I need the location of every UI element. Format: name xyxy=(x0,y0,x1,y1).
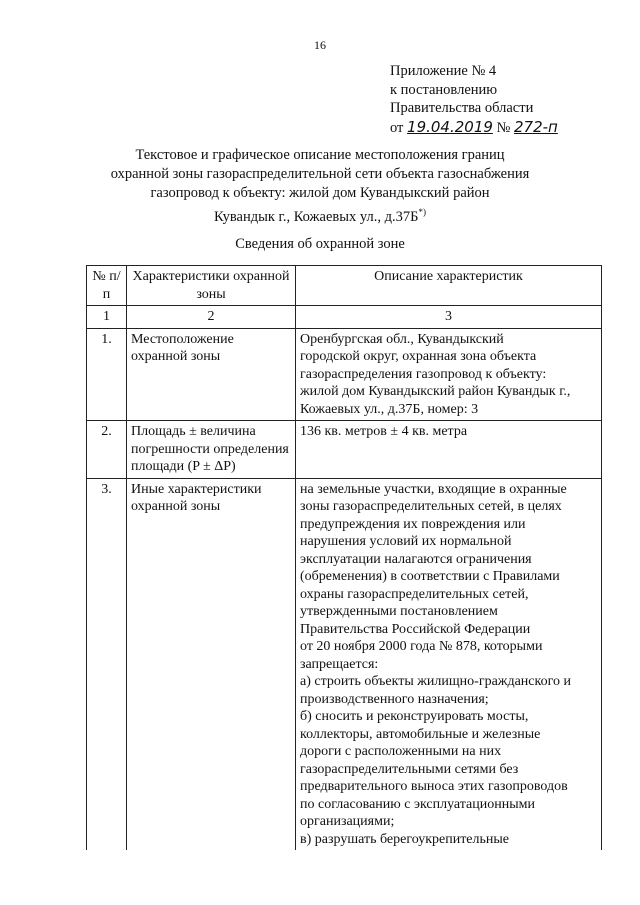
description-line: Оренбургская обл., Кувандыкский xyxy=(300,331,504,347)
description-line: запрещается: xyxy=(300,656,379,672)
description-line: предварительного выноса этих газопроводов xyxy=(300,779,568,794)
row-number: 1. xyxy=(87,328,127,421)
description-line: Кожаевых ул., д.37Б, номер: 3 xyxy=(300,401,479,417)
annex-line-3: Правительства области xyxy=(390,100,534,116)
column-number-row xyxy=(87,306,602,329)
header-description: Описание характеристик xyxy=(296,266,602,306)
row-characteristic: Местоположение охранной зоны xyxy=(127,328,296,421)
header-characteristics: Характеристики охранной зоны xyxy=(127,266,296,306)
description-line: на земельные участки, входящие в охранные xyxy=(300,481,567,497)
description-line: от 20 ноября 2000 года № 878, которыми xyxy=(300,639,543,654)
table-header-row xyxy=(87,266,602,306)
title-line-1: Текстовое и графическое описание местоположения границ xyxy=(135,147,505,163)
col-number-2: 2 xyxy=(127,306,296,329)
description-line: жилой дом Кувандыкский район Кувандык г., xyxy=(300,384,571,399)
description-line: предупреждения их повреждения или xyxy=(300,516,526,532)
annex-date-line xyxy=(390,118,558,138)
title-line-4 xyxy=(60,203,580,227)
description-line: (обременения) в соответствии с Правилами xyxy=(300,569,560,584)
zone-info-table xyxy=(86,265,602,850)
annex-line-2: к постановлению xyxy=(390,81,498,98)
title-line-2: охранной зоны газораспределительной сети объекта газоснабжения xyxy=(110,166,530,182)
description-line: производственного назначения; xyxy=(300,691,489,707)
col-number-1: 1 xyxy=(87,306,127,329)
row-number: 3. xyxy=(87,478,127,850)
description-line: по согласованию с эксплуатационными xyxy=(300,796,535,812)
description-line: коллекторы, автомобильные и железные xyxy=(300,726,541,742)
description-line: городской округ, охранная зона объекта xyxy=(300,349,537,364)
row-characteristic: Площадь ± величина погрешности определения площади (P ± ΔP) xyxy=(127,421,296,479)
description-line: нарушения условий их нормальной xyxy=(300,534,512,549)
row-number: 2. xyxy=(87,421,127,479)
description-line: газораспределения газопровод к объекту: xyxy=(300,366,547,382)
date-prefix: от xyxy=(390,119,404,136)
footnote-mark: *) xyxy=(418,207,426,217)
handwritten-number: 272-п xyxy=(514,117,558,136)
row-description xyxy=(296,421,602,479)
header-number: № п/п xyxy=(87,266,127,306)
title-line-3: газопровод к объекту: жилой дом Кувандыкский район xyxy=(150,185,490,201)
description-line: 136 кв. метров ± 4 кв. метра xyxy=(300,424,468,439)
table-row xyxy=(87,478,602,850)
row-characteristic: Иные характеристики охранной зоны xyxy=(127,478,296,850)
table-row xyxy=(87,421,602,479)
table-row xyxy=(87,328,602,421)
row-description xyxy=(296,328,602,421)
col-number-3: 3 xyxy=(296,306,602,329)
annex-header xyxy=(390,62,558,137)
section-subtitle: Сведения об охранной зоне xyxy=(235,236,405,252)
title-line-4-text: Кувандык г., Кожаевых ул., д.37Б xyxy=(214,208,419,225)
description-line: зоны газораспределительных сетей, в целях xyxy=(300,499,562,514)
description-line: Правительства Российской Федерации xyxy=(300,621,531,637)
description-line: б) сносить и реконструировать мосты, xyxy=(300,709,529,724)
description-line: эксплуатации налагаются ограничения xyxy=(300,551,532,567)
description-line: в) разрушать берегоукрепительные xyxy=(300,831,510,847)
description-line: а) строить объекты жилищно-гражданского и xyxy=(300,674,571,689)
document-title xyxy=(60,146,580,227)
description-line: газораспределительными сетями без xyxy=(300,761,519,777)
description-line: охраны газораспределительных сетей, xyxy=(300,586,529,602)
handwritten-date: 19.04.2019 xyxy=(407,117,493,136)
annex-line-1: Приложение № 4 xyxy=(390,63,497,79)
page-number: 16 xyxy=(314,38,326,52)
description-line: дороги с расположенными на них xyxy=(300,744,502,759)
row-description xyxy=(296,478,602,850)
description-line: организациями; xyxy=(300,814,395,829)
number-prefix: № xyxy=(496,119,511,136)
description-line: утвержденными постановлением xyxy=(300,604,498,619)
